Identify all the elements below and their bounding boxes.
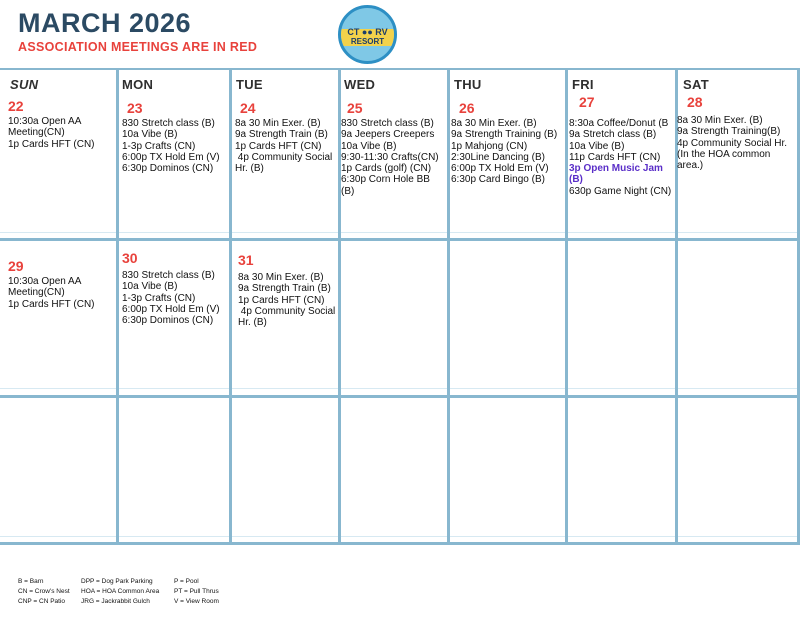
- event-item: Hr. (B): [235, 163, 264, 175]
- event-item: 830 Stretch class (B): [122, 270, 215, 281]
- event-item: 3p Open Music Jam (B): [569, 163, 666, 186]
- legend-item: CN = Crow's Nest: [18, 588, 70, 595]
- event-item: 6:30p Dominos (CN): [122, 163, 214, 175]
- event-item: 9:30-11:30 Crafts(CN): [341, 151, 439, 163]
- day-cell-22[interactable]: [8, 98, 114, 150]
- date-number: 29: [8, 258, 24, 274]
- date-number: 27: [579, 94, 595, 110]
- column-divider: [116, 68, 119, 545]
- event-item: 1p Mahjong (CN): [451, 140, 528, 152]
- event-item: 10:30a Open AA: [8, 276, 82, 287]
- legend-item: PT = Pull Thrus: [174, 588, 219, 595]
- event-item: 9a Strength Train (B): [238, 283, 331, 295]
- legend-item: CNP = CN Patio: [18, 598, 66, 605]
- event-list: [8, 116, 114, 150]
- event-item: 10a Vibe (B): [122, 281, 178, 293]
- day-header-wed: WED: [344, 77, 376, 92]
- legend-column-3: [174, 577, 219, 607]
- event-item: 10:30a Open AA: [8, 116, 82, 127]
- event-list: [122, 118, 228, 174]
- event-item: 8a 30 Min Exer. (B): [235, 118, 321, 129]
- event-item: Meeting(CN): [8, 127, 65, 139]
- grid-bottom-rule: [0, 542, 800, 545]
- event-item: 6:00p TX Hold Em (V): [122, 151, 220, 163]
- day-cell-30[interactable]: [122, 250, 228, 326]
- day-header-thu: THU: [454, 77, 482, 92]
- resort-logo: [338, 5, 397, 64]
- grid-top-rule: [0, 68, 800, 70]
- legend-column-2: [81, 577, 159, 607]
- event-list: [341, 118, 447, 197]
- event-item: 6:00p TX Hold Em (V): [122, 303, 220, 315]
- event-item: 10a Vibe (B): [341, 140, 397, 152]
- event-item: 2:30Line Dancing (B): [451, 151, 545, 163]
- event-item: area.): [677, 160, 704, 172]
- event-item: 4p Community Social Hr.: [677, 137, 788, 149]
- event-list: [677, 115, 798, 171]
- event-item: 1p Cards HFT (CN): [235, 140, 322, 152]
- day-cell-28[interactable]: [677, 94, 798, 171]
- legend-item: DPP = Dog Park Parking: [81, 578, 153, 585]
- logo-text-top: [341, 28, 394, 37]
- day-header-mon: MON: [122, 77, 154, 92]
- event-item: Hr. (B): [238, 317, 267, 329]
- legend-item: P = Pool: [174, 578, 199, 585]
- date-number: 31: [238, 252, 254, 268]
- event-item: Meeting(CN): [8, 287, 65, 299]
- event-list: [235, 118, 338, 174]
- event-item: 8a 30 Min Exer. (B): [677, 115, 763, 126]
- event-item: 10a Vibe (B): [122, 129, 178, 141]
- date-number: 26: [459, 100, 475, 116]
- legend-item: V = View Room: [174, 598, 219, 605]
- date-number: 23: [127, 100, 143, 116]
- day-cell-23[interactable]: [122, 100, 228, 174]
- event-item: 10a Vibe (B): [569, 140, 625, 152]
- event-item: 830 Stretch class (B): [341, 118, 434, 129]
- event-item: 830 Stretch class (B): [122, 118, 215, 129]
- day-header-sat: SAT: [683, 77, 709, 92]
- event-list: [122, 270, 228, 326]
- date-number: 25: [347, 100, 363, 116]
- event-item: 4p Community Social: [238, 305, 336, 317]
- event-item: 4p Community Social: [235, 151, 333, 163]
- sunglasses-icon: ●●: [361, 27, 373, 37]
- logo-text-ct: CT: [347, 27, 360, 37]
- day-cell-29[interactable]: [8, 258, 114, 310]
- legend-item: B = Barn: [18, 578, 44, 585]
- event-list: [238, 272, 338, 328]
- event-item: 1-3p Crafts (CN): [122, 292, 196, 304]
- event-item: 1-3p Crafts (CN): [122, 140, 196, 152]
- logo-text-resort: RESORT: [350, 37, 385, 46]
- event-item: 8:30a Coffee/Donut (B: [569, 118, 669, 129]
- event-item: 8a 30 Min Exer. (B): [238, 272, 324, 283]
- event-item: 6:00p TX Hold Em (V): [451, 163, 549, 175]
- event-item: 8a 30 Min Exer. (B): [451, 118, 537, 129]
- legend-column-1: [18, 577, 70, 607]
- event-item: 9a Strength Train (B): [235, 129, 328, 141]
- event-item: 1p Cards HFT (CN): [8, 138, 95, 150]
- event-item: 1p Cards HFT (CN): [238, 294, 325, 306]
- date-number: 24: [240, 100, 256, 116]
- event-list: [569, 118, 675, 197]
- event-item: 630p Game Night (CN): [569, 185, 672, 197]
- meetings-note: ASSOCIATION MEETINGS ARE IN RED: [18, 40, 258, 54]
- day-cell-26[interactable]: [451, 100, 565, 186]
- cell-inner-rule: [0, 232, 800, 233]
- event-item: (B): [341, 185, 355, 197]
- cell-inner-rule: [0, 536, 800, 537]
- event-item: 6:30p Corn Hole BB: [341, 174, 430, 186]
- event-item: 9a Strength Training(B): [677, 126, 781, 138]
- day-header-sun: SUN: [10, 77, 39, 92]
- day-header-tue: TUE: [236, 77, 263, 92]
- day-header-fri: FRI: [572, 77, 594, 92]
- event-item: 6:30p Card Bingo (B): [451, 174, 545, 186]
- column-divider: [229, 68, 232, 545]
- event-item: 9a Jeepers Creepers: [341, 129, 435, 141]
- calendar-title: MARCH 2026: [18, 8, 192, 38]
- event-item: (In the HOA common: [677, 148, 771, 160]
- date-number: 30: [122, 250, 138, 266]
- column-divider: [565, 68, 568, 545]
- event-list: [451, 118, 565, 186]
- cell-inner-rule: [0, 388, 800, 389]
- day-cell-31[interactable]: [238, 252, 338, 328]
- day-cell-27[interactable]: [569, 94, 675, 197]
- legend-item: HOA = HOA Common Area: [81, 588, 160, 595]
- logo-text-rv: RV: [375, 27, 388, 37]
- day-cell-25[interactable]: [341, 100, 447, 197]
- event-item: 6:30p Dominos (CN): [122, 315, 214, 327]
- column-divider: [447, 68, 450, 545]
- event-item: 11p Cards HFT (CN): [569, 151, 661, 163]
- calendar-grid: [0, 68, 800, 545]
- week-divider-1: [0, 238, 800, 241]
- event-item: 1p Cards (golf) (CN): [341, 163, 432, 175]
- event-item: 9a Stretch class (B): [569, 129, 657, 141]
- event-item: 9a Strength Training (B): [451, 129, 558, 141]
- event-item: 1p Cards HFT (CN): [8, 298, 95, 310]
- legend-item: JRG = Jackrabbit Gulch: [81, 598, 150, 605]
- week-divider-2: [0, 395, 800, 398]
- day-cell-24[interactable]: [235, 100, 338, 174]
- date-number: 28: [687, 94, 703, 110]
- event-list: [8, 276, 114, 310]
- date-number: 22: [8, 98, 24, 114]
